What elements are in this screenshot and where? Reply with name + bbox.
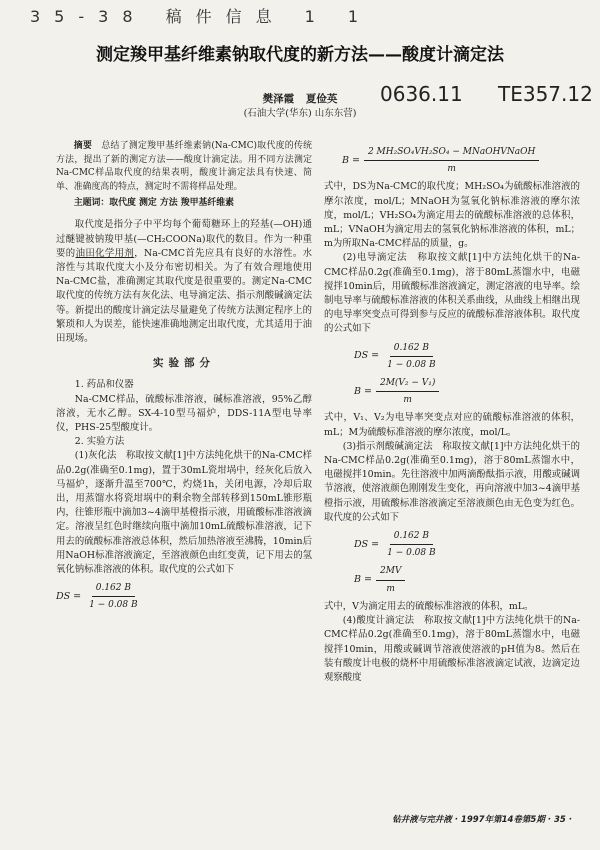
abstract-label: 摘要 — [73, 141, 93, 151]
paper-title: 测定羧甲基纤维素钠取代度的新方法——酸度计滴定法 — [96, 45, 504, 65]
right-column — [324, 145, 580, 685]
fraction-denominator: 1 − 0.08 B — [89, 600, 138, 611]
fraction-numerator: 0.162 B — [390, 529, 433, 545]
fraction-denominator: 1 − 0.08 B — [387, 359, 436, 370]
fraction-numerator: 0.162 B — [390, 341, 433, 357]
formula-b-2 — [354, 376, 580, 407]
formula-lhs: B = — [342, 154, 360, 166]
fraction — [383, 341, 440, 372]
method-ashing-paragraph: (1)灰化法 称取按文献[1]中方法纯化烘干的Na-CMC样品0.2g(准确至0.1mg)，置于30mL瓷坩埚中，经灰化后放入马福炉，逐渐升温至700℃，灼烧1h，关闭电源，冷却后取出，用蒸馏水将瓷坩埚中的剩余物全部转移到150mL锥形瓶内，往锥形瓶中滴加3~4滴甲基橙指示液，用硫酸标准溶液滴定。溶液呈红色时继续向瓶中滴加10mL硫酸标准溶液，记下用去的硫酸标准溶液总体积，然后加热溶液至沸腾，10min后用NaOH标准溶液滴定，至溶液颜色由红变黄，记下用去的氢氧化钠标准溶液的体积。取代度的公式如下 — [56, 450, 312, 576]
subsection-2-title: 2. 实验方法 — [74, 436, 125, 448]
method-indicator-paragraph: (3)指示剂酸碱滴定法 称取按文献[1]中方法纯化烘干的Na-CMC样品0.2g(准确至0.1mg)，溶于80mL蒸馏水中，电磁搅拌10min。先往溶液中加两滴酚酞指示液，用酸或碱调节溶液，使溶液颜色刚刚发生变化，再向溶液中加3~4滴甲基橙指示液，用硫酸标准溶液滴定至溶液颜色由无色变为红色。取代度的公式如下 — [324, 440, 580, 523]
handwritten-class-code-2: TE357.12 — [498, 82, 593, 106]
formula-lhs: DS = — [354, 538, 380, 550]
materials-paragraph: Na-CMC样品，硫酸标准溶液，碱标准溶液，95%乙醇溶液，无水乙醇。SX-4-10型马福炉，DDS-11A型电导率仪，PHS-25型酸度计。 — [56, 393, 312, 434]
intro-text-2: ，Na-CMC首先应具有良好的水溶性。水溶性与其取代度大小及分布密切相关。为了有效合理地使用Na-CMC盐，准确测定其取代度是很重要的。测定Na-CMC取代度的传统方法有灰化法、电导滴定法、指示剂酸碱滴定法等。新提出的酸度计滴定法尽量避免了传统方法测定程序上的繁琐和人为误差，能快速准确地测定出取代度，尤其适用于油田现场。 — [56, 247, 312, 344]
handwritten-header: 35-38 稿件信息 1 1 — [30, 7, 373, 26]
formula-ds-1 — [56, 581, 312, 612]
journal-footer: 钻井液与完井液 · 1997年第14卷第5期 · 35 · — [392, 815, 572, 825]
formula-3-explanation: 式中，V为滴定用去的硫酸标准溶液的体积，mL。 — [324, 600, 534, 612]
formula-lhs: B = — [354, 385, 372, 397]
method-ph-meter-paragraph: (4)酸度计滴定法 称取按文献[1]中方法纯化烘干的Na-CMC样品0.2g(准确至0.1mg)，溶于80mL蒸馏水中，电磁搅拌10min，用酸或碱调节溶液使溶液的pH值为8。然后在装有酸度计电极的烧杯中用硫酸标准溶液滴定试液，边滴定边观察酸度 — [324, 615, 580, 683]
fraction-numerator: 0.162 B — [92, 581, 135, 597]
authors: 樊泽霞 夏俭英 — [262, 93, 338, 105]
fraction-numerator: 2M(V₂ − V₁) — [376, 376, 439, 392]
fraction-denominator: m — [386, 583, 395, 594]
intro-text-1: 取代度是指分子中平均每个葡萄糖环上的羟基(—OH)通过醚键被钠羧甲基(—CH₂COONa)取代的数目。作为一种重要的 — [56, 219, 312, 259]
formula-1-explanation: 式中，DS为Na-CMC的取代度；MH₂SO₄为硫酸标准溶液的摩尔浓度，mol/L；MNaOH为氢氧化钠标准溶液的摩尔浓度，mol/L；VH₂SO₄为滴定用去的硫酸标准溶液的总体积，mL；VNaOH为滴定用去的氢氧化钠标准溶液的体积，mL；m为所取Na-CMC样品的质量，g。 — [324, 181, 580, 250]
keywords-text: 取代度 测定 方法 羧甲基纤维素 — [109, 198, 234, 209]
intro-paragraph — [56, 218, 312, 346]
formula-2-explanation: 式中，V₁、V₂为电导率突变点对应的硫酸标准溶液的体积，mL；M为硫酸标准溶液的摩尔浓度，mol/L。 — [324, 412, 580, 438]
affiliation: (石油大学(华东) 山东东营) — [243, 108, 357, 119]
formula-ds-3 — [354, 529, 580, 560]
left-column — [56, 140, 312, 617]
fraction — [85, 581, 142, 612]
formula-lhs: B = — [354, 574, 372, 586]
method-conductometric-paragraph: (2)电导滴定法 称取按文献[1]中方法纯化烘干的Na-CMC样品0.2g(准确至0.1mg)，溶于80mL蒸馏水中，电磁搅拌10min后，用硫酸标准溶液滴定，测定溶液的电导率。绘制电导率与硫酸标准溶液的体积关系曲线，从曲线上相继出现的电导率突变点可得到参与反应的硫酸标准溶液体积。取代度的公式如下 — [324, 252, 580, 335]
section-title: 实验部分 — [153, 357, 215, 370]
fraction — [383, 529, 440, 560]
fraction-denominator: 1 − 0.08 B — [387, 548, 436, 559]
formula-lhs: DS = — [56, 590, 82, 602]
fraction — [364, 145, 539, 176]
fraction — [376, 564, 405, 595]
fraction — [376, 376, 439, 407]
formula-lhs: DS = — [354, 350, 380, 362]
keywords — [56, 196, 312, 210]
handwritten-class-code-1: 0636.11 — [380, 82, 463, 106]
fraction-numerator: 2MV — [376, 564, 405, 580]
subsection-1-title: 1. 药品和仪器 — [74, 379, 134, 391]
keywords-label: 主题词： — [73, 198, 110, 209]
fraction-denominator: m — [447, 164, 456, 175]
formula-b-1 — [342, 145, 580, 176]
formula-ds-2 — [354, 341, 580, 372]
intro-underlined-text: 油田化学用剂 — [75, 247, 135, 259]
abstract-text: 总结了测定羧甲基纤维素钠(Na-CMC)取代度的传统方法，提出了新的测定方法——酸度计滴定法。用不同方法测定Na-CMC样品取代度的结果表明，酸度计滴定法具有快速、简单、准确度高的特点，测定时不需将样品处理。 — [56, 141, 312, 192]
fraction-numerator: 2 MH₂SO₄VH₂SO₄ − MNaOHVNaOH — [364, 145, 539, 161]
formula-b-3 — [354, 564, 580, 595]
abstract — [56, 140, 312, 194]
fraction-denominator: m — [403, 395, 412, 406]
